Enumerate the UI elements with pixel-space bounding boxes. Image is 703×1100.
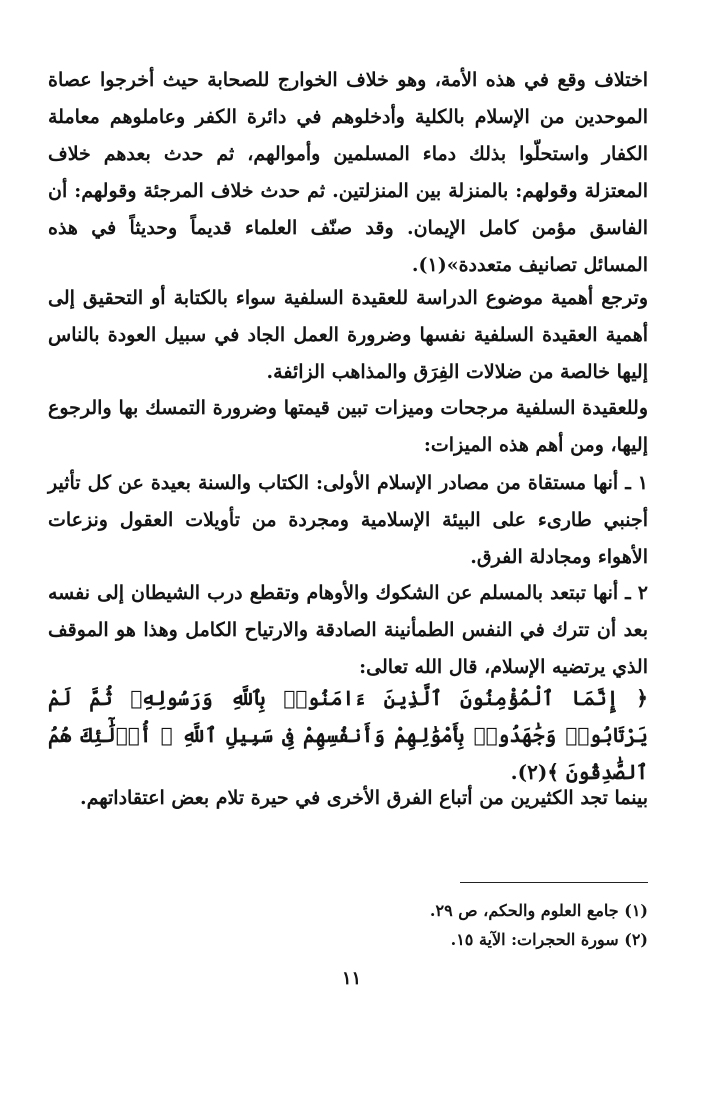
paragraph-features-intro: وللعقيدة السلفية مرجحات وميزات تبين قيمتها وضرورة التمسك بها والرجوع إليها، ومن أهم هذه الميزات: <box>48 397 648 456</box>
footnote-1: (١) جامع العلوم والحكم، ص ٢٩. <box>429 901 648 920</box>
paragraph-khawarij-dispute: اختلاف وقع في هذه الأمة، وهو خلاف الخوارج للصحابة حيث أخرجوا عصاة الموحدين من الإسلام بالكلية وأدخلوهم في دائرة الكفر وعاملوهم معاملة الكفار واستحلّوا بذلك دماء المسلمين وأموالهم، ثم حدث بعدهم خلاف المعتزلة وقولهم: بالمنزلة بين المنزلتين. ثم حدث خلاف المرجئة وقولهم: أن الفاسق مؤمن كامل الإيمان. وقد صنّف العلماء قديماً وحديثاً في هذه المسائل تصانيف متعددة»(١). <box>48 69 648 276</box>
paragraph-other-sects: بينما تجد الكثيرين من أتباع الفرق الأخرى في حيرة تلام بعض اعتقاداتهم. <box>79 787 648 809</box>
paragraph-feature-two: ٢ ـ أنها تبتعد بالمسلم عن الشكوك والأوهام وتقطع درب الشيطان إلى نفسه بعد أن تترك في النفس الطمأنينة الصادقة والارتياح الكامل وهذا هو الموقف الذي يرتضيه الإسلام، قال الله تعالى: <box>48 582 648 678</box>
footnotes <box>48 896 648 954</box>
footnote-2: (٢) سورة الحجرات: الآية ١٥. <box>450 930 648 949</box>
paragraph-importance: وترجع أهمية موضوع الدراسة للعقيدة السلفية سواء بالكتابة أو التحقيق إلى أهمية العقيدة السلفية نفسها وضرورة العمل الجاد في سبيل العودة بالناس إليها خالصة من ضلالات الفِرَق والمذاهب الزائفة. <box>48 287 648 383</box>
paragraph-feature-one: ١ ـ أنها مستقاة من مصادر الإسلام الأولى: الكتاب والسنة بعيدة عن كل تأثير أجنبي طارىء على البيئة الإسلامية ومجردة من تأويلات العقول ونزعات الأهواء ومجادلة الفرق. <box>48 472 648 568</box>
quran-verse: ﴿ إِنَّمَا ٱلْمُؤْمِنُونَ ٱلَّذِينَ ءَامَنُوا۟ بِٱللَّهِ وَرَسُولِهِۦ ثُمَّ لَمْ يَرْتَابُوا۟ وَجَٰهَدُوا۟ بِأَمْوَٰلِهِمْ وَأَنفُسِهِمْ فِى سَبِيلِ ٱللَّهِ ۚ أُو۟لَٰٓئِكَ هُمُ ٱلصَّٰدِقُونَ ﴾(٢). <box>48 686 648 784</box>
page-number: ١١ <box>341 968 362 989</box>
footnote-divider <box>460 882 648 883</box>
